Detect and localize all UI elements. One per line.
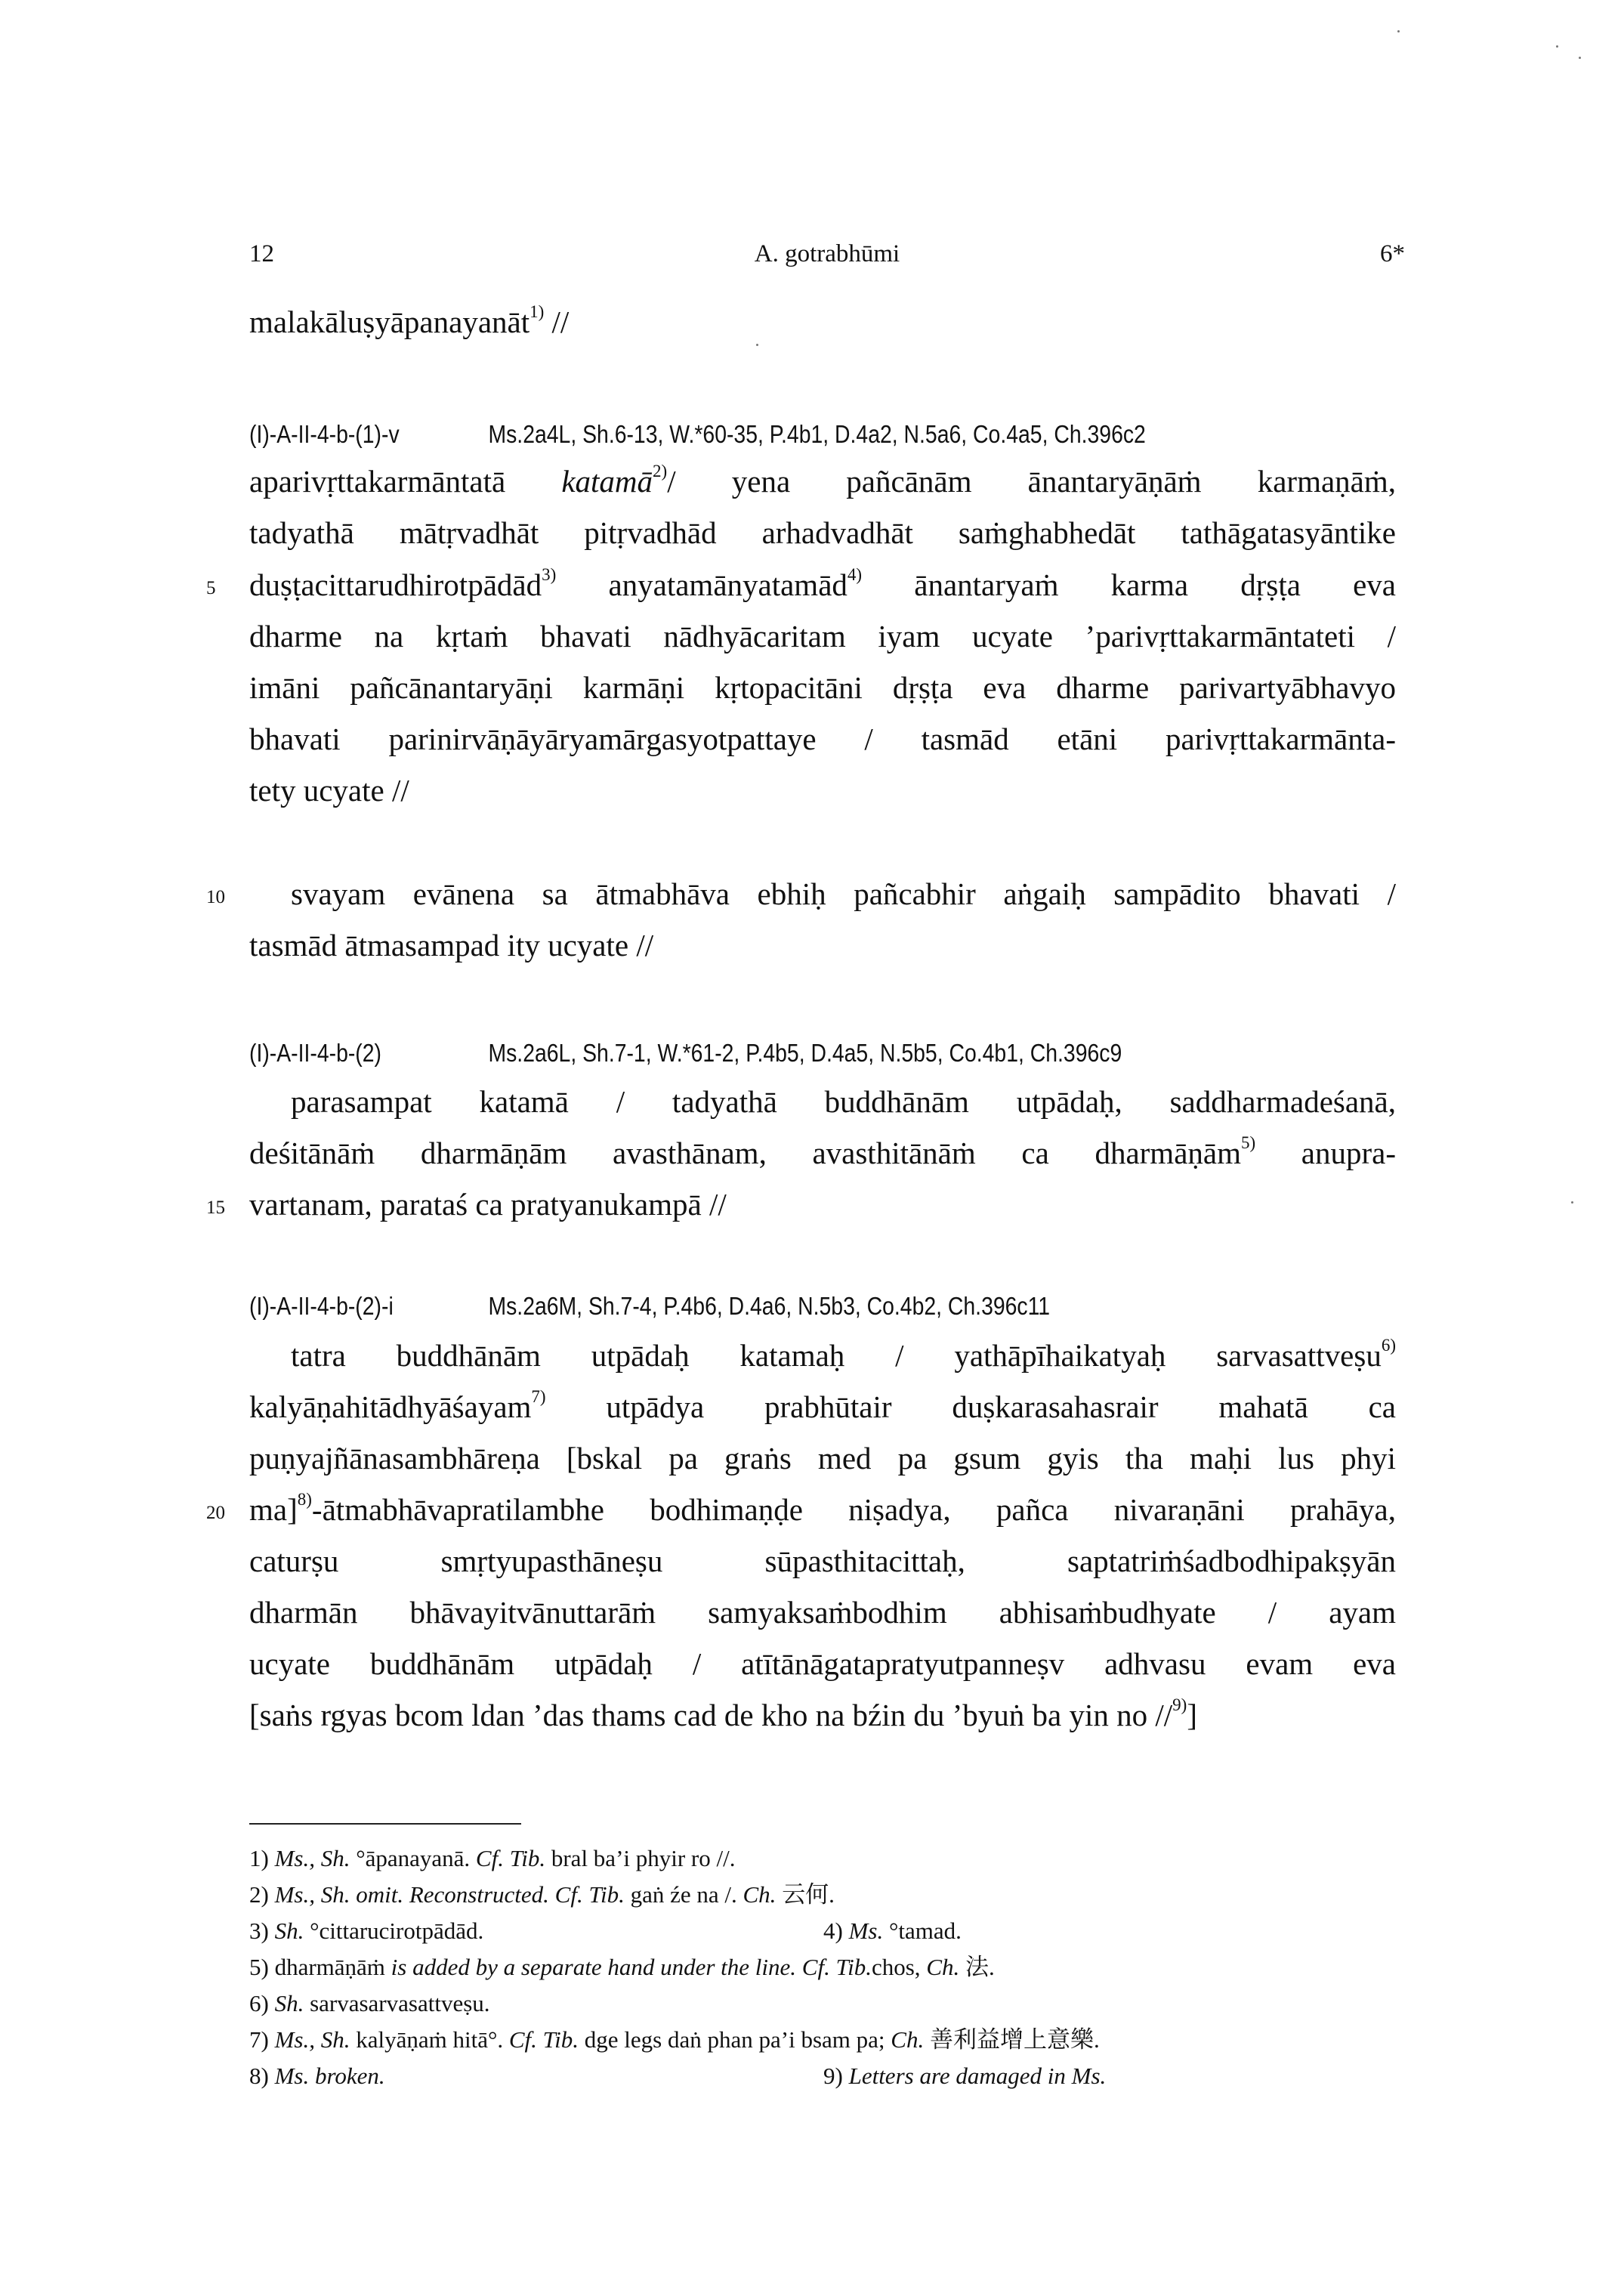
- text-line-content: ma]$^{8)}$-ātmabhāvapratilambhe bodhimaṇḍe niṣadya, pañca nivaraṇāni prahāya,: [249, 1490, 1396, 1527]
- section-id: (I)-A-II-4-b-(2): [249, 1039, 381, 1067]
- footnote: [249, 2063, 1107, 2089]
- text-line: [206, 876, 1396, 911]
- source-list: Ms.2a4L, Sh.6-13, W.*60-35, P.4b1, D.4a2, N.5a6, Co.4a5, Ch.396c2: [488, 420, 1146, 448]
- text-line: tasmād ātmasampad ity ucyate //: [249, 928, 654, 963]
- footnote: 7) Ms., Sh. kalyāṇaṁ hitā°. Cf. Tib. dge legs daṅ phan pa’i bsam pa; Ch. 善利益增上意樂.: [249, 2026, 1100, 2053]
- text-line: tety ucyate //: [249, 773, 409, 808]
- section-title: A. gotrabhūmi: [754, 240, 900, 267]
- section-reference: [249, 1039, 1122, 1068]
- scan-speck: [1579, 57, 1581, 59]
- scan-speck: [1571, 1201, 1573, 1204]
- section-reference: [249, 420, 1146, 449]
- text-line: bhavati parinirvāṇāyāryamārgasyotpattaye / tasmād etāni parivṛttakarmānta-: [249, 722, 1396, 756]
- text-line: tatra buddhānām utpādaḥ katamaḥ / yathāpīhaikatyaḥ sarvasattveṣu$^{6)}$: [291, 1336, 1396, 1373]
- text-line: parasampat katamā / tadyathā buddhānām utpādaḥ, saddharmadeśanā,: [291, 1084, 1396, 1119]
- text-line: malakāluṣyāpanayanāt$^{1)}$ //: [249, 302, 570, 339]
- text-line: [saṅs rgyas bcom ldan ’das thams cad de kho na bźin du ’byuṅ ba yin no //$^{9)}$]: [249, 1695, 1197, 1732]
- footnote: 2) Ms., Sh. omit. Reconstructed. Cf. Tib. gaṅ źe na /. Ch. 云何.: [249, 1881, 835, 1908]
- line-number: 20: [206, 1503, 225, 1523]
- section-reference: [249, 1292, 1051, 1321]
- source-list: Ms.2a6M, Sh.7-4, P.4b6, D.4a6, N.5b3, Co.4b2, Ch.396c11: [488, 1292, 1051, 1320]
- scan-speck: [756, 344, 758, 346]
- text-line-content: svayam evānena sa ātmabhāva ebhiḥ pañcabhir aṅgaiḥ sampādito bhavati /: [291, 876, 1396, 911]
- footnote-text: 9) Letters are damaged in Ms.: [823, 2063, 1107, 2089]
- folio-mark: 6*: [1380, 240, 1405, 267]
- footnote-separator: [249, 1823, 521, 1825]
- scan-speck: [1397, 30, 1400, 32]
- text-line: imāni pañcānantaryāṇi karmāṇi kṛtopacitāni dṛṣṭa eva dharme parivartyābhavyo: [249, 670, 1396, 705]
- text-line: [206, 1490, 1396, 1527]
- text-line: puṇyajñānasambhāreṇa [bskal pa graṅs med pa gsum gyis tha maḥi lus phyi: [249, 1441, 1396, 1476]
- scan-speck: [1556, 45, 1558, 48]
- footnote: 1) Ms., Sh. °āpanayanā. Cf. Tib. bral ba’i phyir ro //.: [249, 1845, 736, 1871]
- text-line: dharmān bhāvayitvānuttarāṁ samyaksaṁbodhim abhisaṁbudhyate / ayam: [249, 1595, 1396, 1630]
- footnote-text: 3) Sh. °cittarucirotpādād.: [249, 1917, 484, 1944]
- text-line-content: duṣṭacittarudhirotpādād$^{3)}$ anyatamānyatamād$^{4)}$ ānantaryaṁ karma dṛṣṭa eva: [249, 565, 1397, 602]
- text-line: dharme na kṛtaṁ bhavati nādhyācaritam iyam ucyate ’parivṛttakarmāntateti /: [249, 619, 1396, 654]
- line-number: 5: [206, 578, 216, 598]
- text-line: tadyathā mātṛvadhāt pitṛvadhād arhadvadhāt saṁghabhedāt tathāgatasyāntike: [249, 515, 1396, 550]
- section-id: (I)-A-II-4-b-(2)-i: [249, 1292, 394, 1320]
- page-number: 12: [249, 240, 274, 267]
- line-number: 10: [206, 887, 225, 907]
- text-line: [206, 1187, 727, 1222]
- running-header: [249, 240, 1405, 278]
- text-line: caturṣu smṛtyupasthāneṣu sūpasthitacittaḥ, saptatriṁśadbodhipakṣyān: [249, 1544, 1396, 1578]
- footnote: [249, 1917, 962, 1944]
- footnote: 6) Sh. sarvasarvasattveṣu.: [249, 1990, 490, 2016]
- text-line: [206, 565, 1397, 602]
- text-line: deśitānāṁ dharmāṇām avasthānam, avasthitānāṁ ca dharmāṇām$^{5)}$ anupra-: [249, 1133, 1397, 1170]
- footnote-text: 4) Ms. °tamad.: [823, 1917, 962, 1944]
- line-number: 15: [206, 1197, 225, 1218]
- footnote: 5) dharmāṇāṁ is added by a separate hand under the line. Cf. Tib.chos, Ch. 法.: [249, 1954, 995, 1980]
- text-line: aparivṛttakarmāntatā katamā$^{2)}$/ yena pañcānām ānantaryāṇāṁ karmaṇāṁ,: [249, 462, 1396, 499]
- text-line: ucyate buddhānām utpādaḥ / atītānāgatapratyutpanneṣv adhvasu evam eva: [249, 1646, 1396, 1681]
- text-line: kalyāṇahitādhyāśayam$^{7)}$ utpādya prabhūtair duṣkarasahasrair mahatā ca: [249, 1387, 1396, 1424]
- section-id: (I)-A-II-4-b-(1)-v: [249, 420, 400, 448]
- source-list: Ms.2a6L, Sh.7-1, W.*61-2, P.4b5, D.4a5, N.5b5, Co.4b1, Ch.396c9: [488, 1039, 1122, 1067]
- footnote-text: 8) Ms. broken.: [249, 2063, 385, 2089]
- text-line-content: vartanam, parataś ca pratyanukampā //: [249, 1187, 727, 1222]
